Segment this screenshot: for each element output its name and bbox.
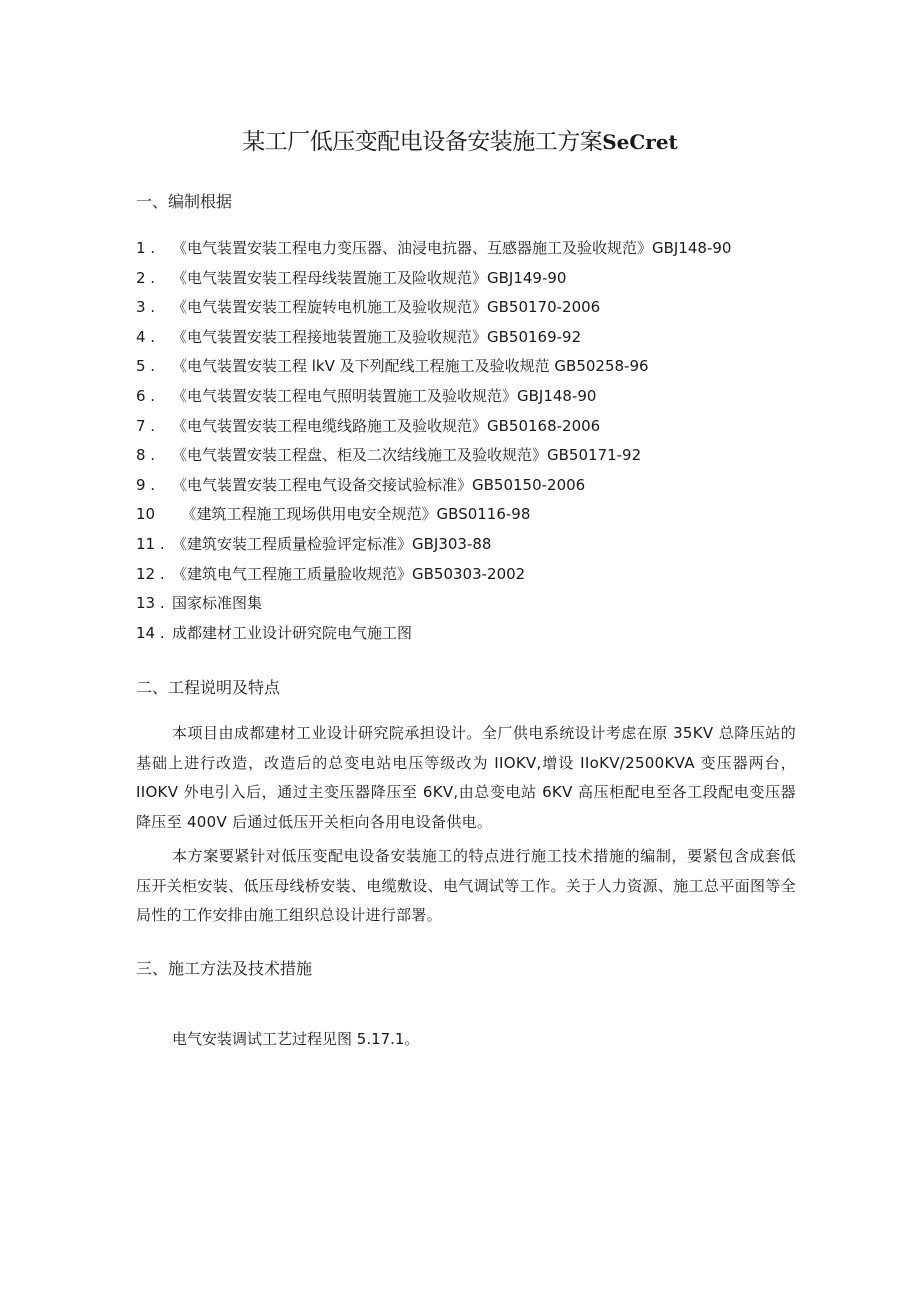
paragraph-project-description: 本项目由成都建材工业设计研究院承担设计。全厂供电系统设计考虑在原 35KV 总降压站的基础上进行改造，改造后的总变电站电压等级改为 IIOKV,增设 IIoKV/2500KVA 变压器两台，IIOKV 外电引入后，通过主变压器降压至 6KV,由总变电站 6KV 高压柜配电至各工段配电变压器降压至 400V 后通过低压开关柜向各用电设备供电。 (136, 724, 796, 831)
list-item (136, 236, 836, 266)
list-item-number: 4 . (136, 327, 156, 346)
list-item-text: 《电气装置安装工程电气照明装置施工及验收规范》GBJ148-90 (172, 386, 597, 405)
list-item-text: 《建筑电气工程施工质量脸收规范》GB50303-2002 (172, 564, 526, 583)
list-item (136, 591, 836, 621)
list-item (136, 414, 836, 444)
section-heading-basis: 一、编制根据 (136, 192, 233, 211)
list-item (136, 384, 836, 414)
list-item (136, 266, 836, 296)
list-item-number: 2 . (136, 268, 156, 287)
list-item-number: 8 . (136, 446, 156, 465)
list-item-number: 7 . (136, 416, 156, 435)
list-item-text: 《电气装置安装工程 lkV 及下列配线工程施工及验收规范 GB50258-96 (172, 357, 649, 376)
list-item-number: 10 (136, 505, 156, 524)
title-suffix: SeCret (602, 130, 678, 154)
list-item (136, 473, 836, 503)
list-item (136, 621, 836, 651)
section-heading-overview: 二、工程说明及特点 (136, 678, 281, 697)
list-item-number: 1 . (136, 239, 156, 257)
list-item (136, 502, 836, 532)
list-item-text: 《电气装置安装工程旋转电机施工及验收规范》GB50170-2006 (172, 298, 601, 317)
list-item-text: 成都建材工业设计研究院电气施工图 (172, 623, 413, 642)
list-item-text: 《电气装置安装工程电力变压器、油浸电抗器、互感器施工及验收规范》GBJ148-90 (172, 239, 732, 257)
title-text: 某工厂低压变配电设备安装施工方案 (242, 129, 603, 155)
list-item (136, 325, 836, 355)
list-item-text: 《电气装置安装工程盘、柜及二次结线施工及验收规范》GB50171-92 (172, 446, 642, 465)
list-item-text: 《电气装置安装工程电缆线路施工及验收规范》GB50168-2006 (172, 416, 601, 435)
list-item-number: 9 . (136, 475, 156, 494)
process-figure-note: 电气安装调试工艺过程见图 5.17.1。 (172, 1030, 420, 1048)
paragraph-scope: 本方案要紧针对低压变配电设备安装施工的特点进行施工技术措施的编制，要紧包含成套低压开关柜安装、低压母线桥安装、电缆敷设、电气调试等工作。关于人力资源、施工总平面图等全局性的工作安排由施工组织总设计进行部署。 (136, 847, 796, 924)
list-item (136, 443, 836, 473)
list-item-text: 《电气装置安装工程母线装置施工及险收规范》GBJ149-90 (172, 268, 567, 287)
list-item-text: 《建筑工程施工现场供用电安全规范》GBS0116-98 (172, 505, 531, 524)
list-item-text: 《电气装置安装工程接地装置施工及验收规范》GB50169-92 (172, 327, 582, 346)
list-item (136, 354, 836, 384)
list-item (136, 562, 836, 592)
list-item-number: 3 . (136, 298, 156, 317)
document-title (0, 124, 920, 160)
list-item-number: 5 . (136, 357, 156, 376)
list-item-number: 13 . (136, 594, 165, 613)
list-item-number: 11 . (136, 534, 165, 553)
reference-list (136, 236, 836, 650)
list-item (136, 295, 836, 325)
list-item (136, 532, 836, 562)
list-item-number: 14 . (136, 623, 165, 642)
section-heading-methods: 三、施工方法及技术措施 (136, 959, 313, 978)
list-item-text: 《电气装置安装工程电气设备交接试验标准》GB50150-2006 (172, 475, 586, 494)
list-item-number: 12 . (136, 564, 165, 583)
list-item-text: 国家标准图集 (172, 594, 263, 613)
list-item-text: 《建筑安装工程质量检验评定标准》GBJ303-88 (172, 534, 492, 553)
list-item-number: 6 . (136, 386, 156, 405)
